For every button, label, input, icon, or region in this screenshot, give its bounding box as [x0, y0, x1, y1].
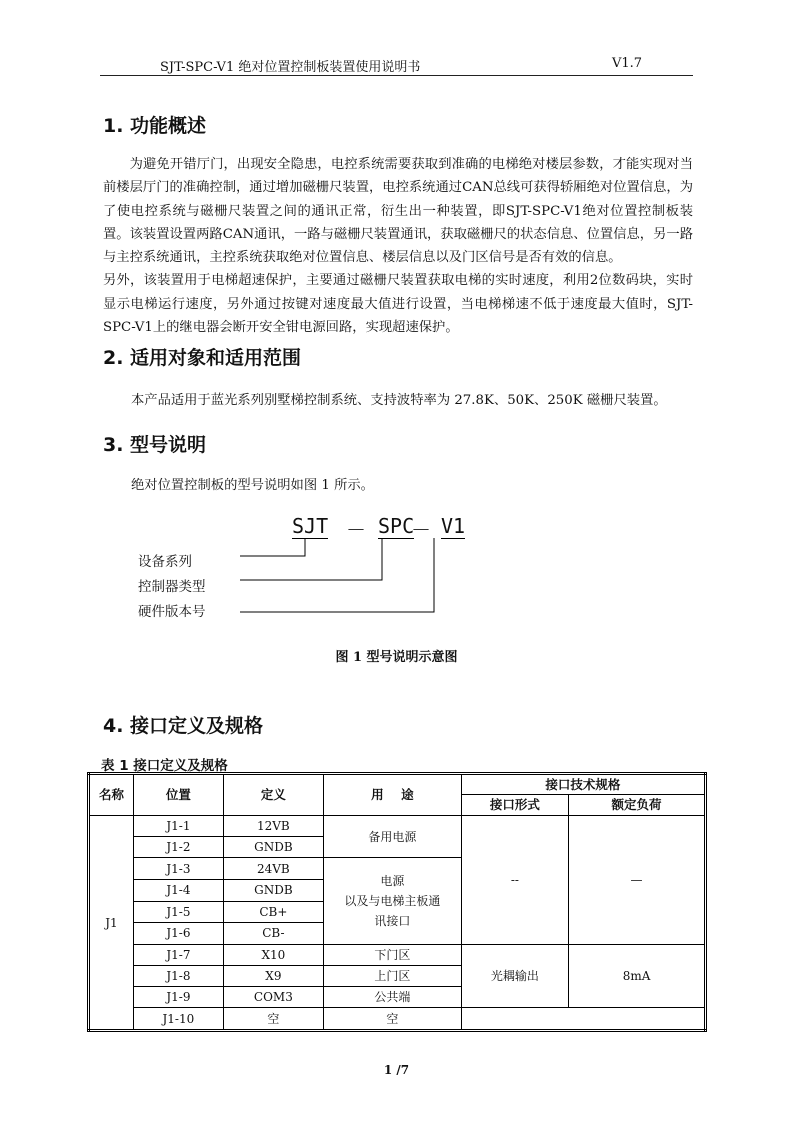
- section-2-title: 2. 适用对象和适用范围: [103, 347, 302, 369]
- section-1-paragraph-2: 另外，该装置用于电梯超速保护，主要通过磁栅尺装置获取电梯的实时速度，利用2位数码块，实时显示电梯运行速度，另外通过按键对速度最大值进行设置，当电梯梯速不低于速度最大值时，SJT-SPC-V1上的继电器会断开安全钳电源回路，实现超速保护。: [103, 273, 693, 336]
- usage-power-comm-line: 电源: [380, 874, 405, 889]
- position-cell: J1-7: [133, 944, 223, 965]
- model-code-dash-1: －: [346, 518, 366, 542]
- definition-cell: 12VB: [223, 816, 323, 837]
- definition-cell: COM3: [223, 987, 323, 1008]
- usage-backup-power: 备用电源: [323, 816, 461, 858]
- interface-spec-table: [87, 772, 707, 1032]
- header-definition: 定义: [223, 774, 323, 816]
- position-cell: J1-2: [133, 837, 223, 858]
- usage-power-comm-line: 以及与电梯主板通: [344, 894, 441, 909]
- usage-power-comm-line: 讯接口: [374, 914, 411, 929]
- section-4-title: 4. 接口定义及规格: [103, 715, 264, 737]
- header-name: 名称: [89, 774, 134, 816]
- series-leader-line: [240, 538, 305, 556]
- label-controller-type: 控制器类型: [138, 579, 206, 595]
- definition-cell: 24VB: [223, 858, 323, 880]
- model-code-dash-2: －: [411, 518, 431, 542]
- empty-cell: [461, 1008, 568, 1031]
- usage-common: 公共端: [323, 987, 461, 1008]
- load-8ma-cell: 8mA: [569, 944, 706, 1008]
- empty-cell: [569, 1008, 706, 1031]
- definition-cell: GNDB: [223, 837, 323, 858]
- header-form: 接口形式: [461, 795, 568, 816]
- position-cell: J1-9: [133, 987, 223, 1008]
- section-2-text: 本产品适用于蓝光系列别墅梯控制系统、支持波特率为 27.8K、50K、250K 磁栅尺装置。: [131, 393, 667, 408]
- definition-cell: 空: [223, 1008, 323, 1031]
- section-1-paragraph-1: 为避免开错厅门，出现安全隐患，电控系统需要获取到准确的电梯绝对楼层参数，才能实现对当前楼层厅门的准确控制，通过增加磁栅尺装置，电控系统通过CAN总线可获得轿厢绝对位置信息，为了使电控系统与磁栅尺装置之间的通讯正常，衍生出一种装置，即SJT-SPC-V1绝对位置控制板装置。该装置设置两路CAN通讯，一路与磁栅尺装置通讯，获取磁栅尺的状态信息、位置信息，另一路与主控系统通讯，主控系统获取绝对位置信息、楼层信息以及门区信号是否有效的信息。: [103, 157, 693, 266]
- document-header-title: SJT-SPC-V1 绝对位置控制板装置使用说明书: [160, 60, 421, 75]
- definition-cell: X9: [223, 965, 323, 986]
- position-cell: J1-6: [133, 923, 223, 945]
- position-cell: J1-4: [133, 879, 223, 901]
- table-1-caption: 表 1 接口定义及规格: [101, 758, 228, 774]
- position-cell: J1-8: [133, 965, 223, 986]
- label-hardware-version: 硬件版本号: [138, 604, 206, 620]
- page-number: 1 /7: [383, 1063, 410, 1077]
- section-1-title: 1. 功能概述: [103, 115, 207, 137]
- label-device-series: 设备系列: [138, 554, 192, 570]
- header-spec: 接口技术规格: [461, 774, 705, 795]
- header-rated-load: 额定负荷: [569, 795, 706, 816]
- position-cell: J1-5: [133, 901, 223, 923]
- form-dash-cell: --: [461, 816, 568, 945]
- definition-cell: CB-: [223, 923, 323, 945]
- section-3-title: 3. 型号说明: [103, 434, 207, 456]
- position-cell: J1-3: [133, 858, 223, 880]
- figure-1-caption: 图 1 型号说明示意图: [335, 650, 458, 665]
- position-cell: J1-10: [133, 1008, 223, 1031]
- definition-cell: GNDB: [223, 879, 323, 901]
- usage-empty: 空: [323, 1008, 461, 1031]
- controller-type-leader-line: [240, 538, 382, 580]
- model-code-series: SJT: [292, 514, 329, 538]
- header-position: 位置: [133, 774, 223, 816]
- definition-cell: CB+: [223, 901, 323, 923]
- header-usage: 用 途: [323, 774, 461, 816]
- load-dash-cell: —: [569, 816, 706, 945]
- definition-cell: X10: [223, 944, 323, 965]
- document-version: V1.7: [612, 56, 643, 71]
- group-name-cell: J1: [89, 816, 134, 1031]
- usage-up-door: 上门区: [323, 965, 461, 986]
- position-cell: J1-1: [133, 816, 223, 837]
- usage-down-door: 下门区: [323, 944, 461, 965]
- form-optocoupler-cell: 光耦输出: [461, 944, 568, 1008]
- model-code-controller-type: SPC: [378, 514, 415, 538]
- usage-power-comm: [323, 858, 461, 944]
- model-code-hardware-version: V1: [441, 514, 466, 538]
- section-3-text: 绝对位置控制板的型号说明如图 1 所示。: [131, 478, 374, 493]
- hardware-version-leader-line: [240, 538, 434, 612]
